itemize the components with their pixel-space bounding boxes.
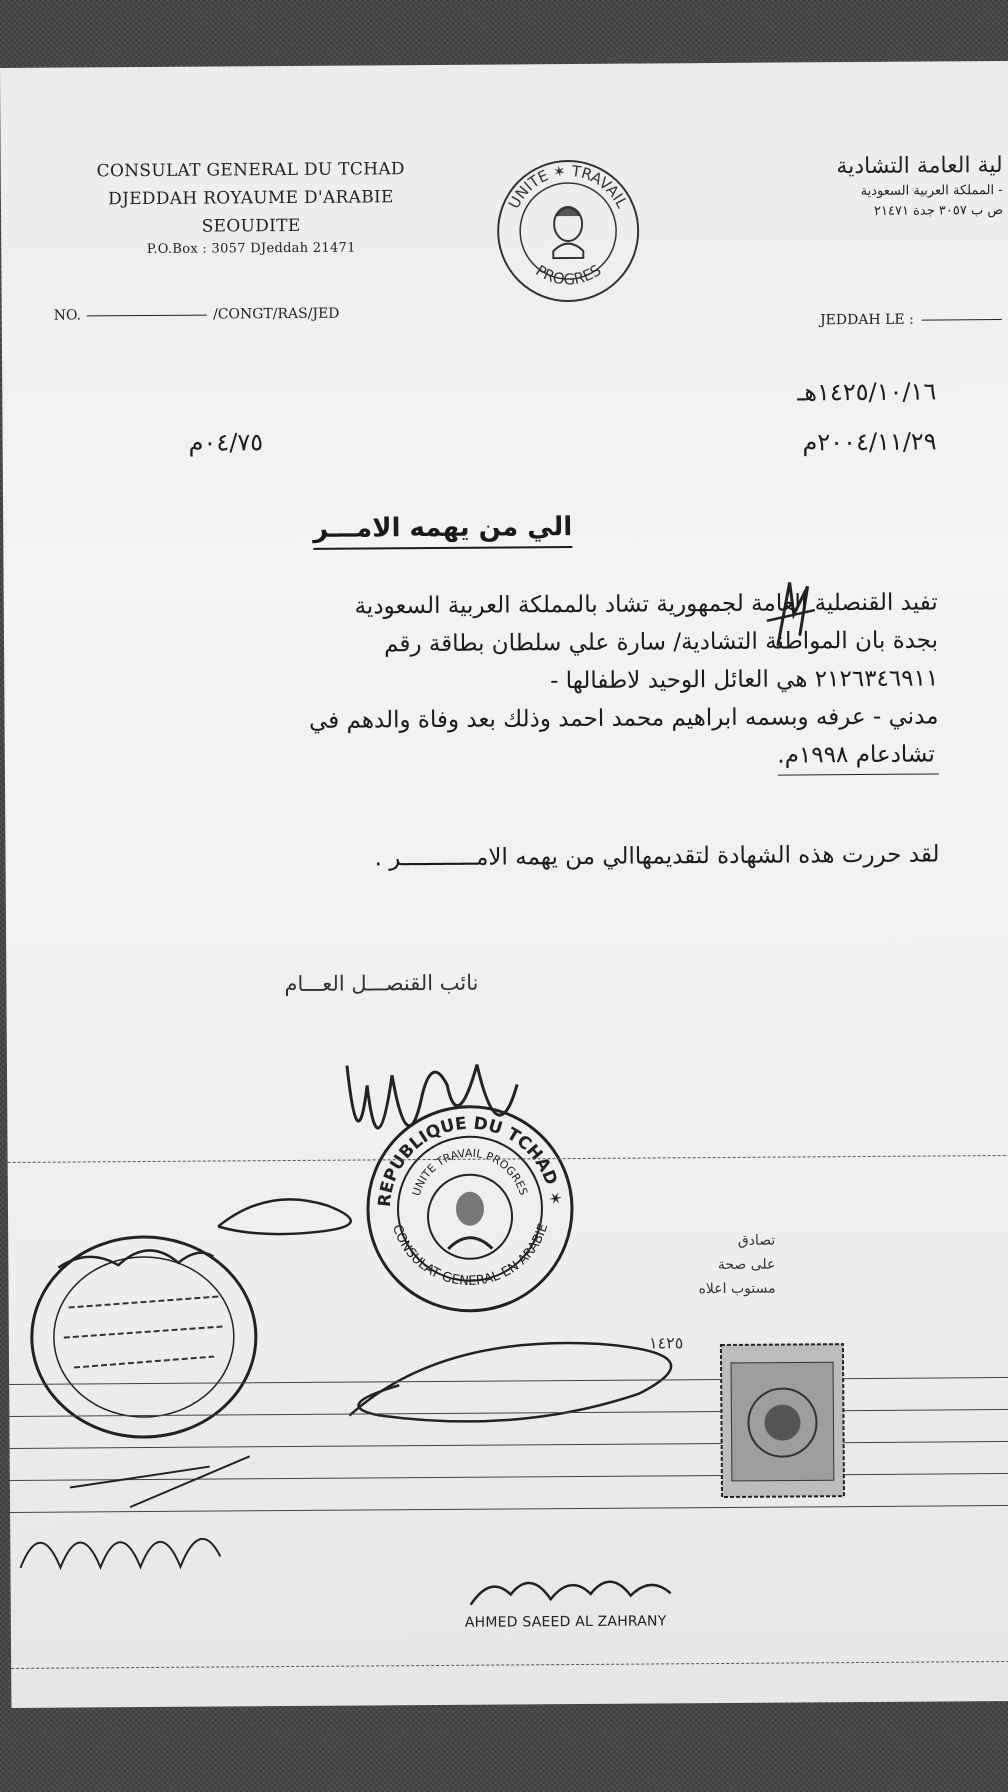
arabic-country-line: - المملكة العربية السعودية	[860, 183, 1003, 199]
revenue-stamp-icon	[717, 1340, 848, 1501]
reference-code: /CONGT/RAS/JED	[213, 305, 340, 323]
official-printed-name: AHMED SAEED AL ZAHRANY	[464, 1613, 667, 1631]
seal-top-text: UNITE ✶ TRAVAIL	[504, 161, 632, 212]
reference-line	[54, 306, 340, 324]
handnote-line-1: تصادق	[737, 1232, 776, 1249]
stamp-consulat-text: CONSULAT GENERAL EN ARABIE	[388, 1221, 552, 1290]
body-line-1: تفيد القنصلية العامة لجمهورية تشاد بالمملكة العربية السعودية	[354, 589, 938, 620]
jeddah-le-label: JEDDAH LE :	[819, 311, 914, 329]
emblem-seal-icon	[493, 156, 644, 307]
po-box: P.O.Box : 3057 DJeddah 21471	[146, 240, 356, 257]
deputy-consul-title: نائب القنصـــل العـــام	[284, 970, 479, 997]
arabic-consulate-name: لية العامة التشادية	[836, 153, 1003, 180]
seal-bottom-text: PROGRES	[532, 261, 605, 289]
gregorian-date: ٢٠٠٤/١١/٢٩م	[802, 427, 937, 457]
certificate-body	[98, 583, 939, 780]
bottom-dashed-line	[11, 1661, 1008, 1669]
handnote-line-3: مستوب اعلاه	[698, 1280, 776, 1298]
svg-text:CONSULAT GENERAL EN ARABIE	[389, 1222, 552, 1290]
handwritten-scribble-icon	[10, 1446, 271, 1598]
consulate-name-line-1: CONSULAT GENERAL DU TCHAD	[96, 159, 405, 182]
document-title: الي من يهمه الامـــر	[313, 512, 572, 550]
letterhead-arabic	[836, 151, 1003, 222]
handnote-line-2: على صحة	[717, 1256, 776, 1274]
stamp-motto-text: UNITE TRAVAIL PROGRES	[409, 1146, 530, 1198]
svg-text:UNITE ✶ TRAVAIL	[505, 161, 632, 212]
hijri-date: ١٤٢٥/١٠/١٦هـ	[797, 377, 937, 407]
document-number: ٠٤/٧٥م	[188, 428, 264, 457]
handwritten-year: ١٤٢٥	[648, 1333, 684, 1353]
svg-text:PROGRES	[532, 261, 604, 289]
official-signature-icon	[460, 1563, 680, 1615]
loop-signature-icon	[208, 1185, 388, 1246]
reference-no-label: NO.	[53, 307, 82, 324]
ministry-handwritten-note	[698, 1229, 776, 1302]
consulate-name-line-2: DJEDDAH ROYAUME D'ARABIE	[108, 187, 394, 210]
document-paper	[0, 61, 1008, 1708]
body-line-4: مدني - عرفه وبسمه ابراهيم محمد احمد وذلك بعد وفاة والدهم في	[308, 703, 939, 734]
letterhead-french	[81, 155, 422, 259]
ministry-signature-icon	[339, 1323, 720, 1446]
body-line-5: تشادعام ١٩٩٨م.	[777, 735, 939, 775]
consulate-name-line-3: SEOUDITE	[201, 215, 301, 237]
jeddah-date-line	[820, 311, 1002, 328]
body-line-2: بجدة بان المواطنة التشادية/ سارة علي سلطان بطاقة رقم	[384, 627, 939, 658]
body-line-3: ٢١٢٦٣٤٦٩١١ هي العائل الوحيد لاطفالها -	[549, 665, 939, 695]
arabic-pobox-line: ص ب ٣٠٥٧ جدة ٢١٤٧١	[873, 203, 1004, 219]
handwritten-number-icon	[28, 1226, 228, 1297]
svg-text:UNITE TRAVAIL PROGRES	[409, 1146, 530, 1197]
closing-statement: لقد حررت هذه الشهادة لتقديمهاالي من يهمه الامـــــــــــر .	[374, 841, 940, 872]
consulate-round-stamp-icon	[359, 1098, 581, 1320]
stamp-republic-text: REPUBLIQUE DU TCHAD ✶	[374, 1113, 566, 1208]
